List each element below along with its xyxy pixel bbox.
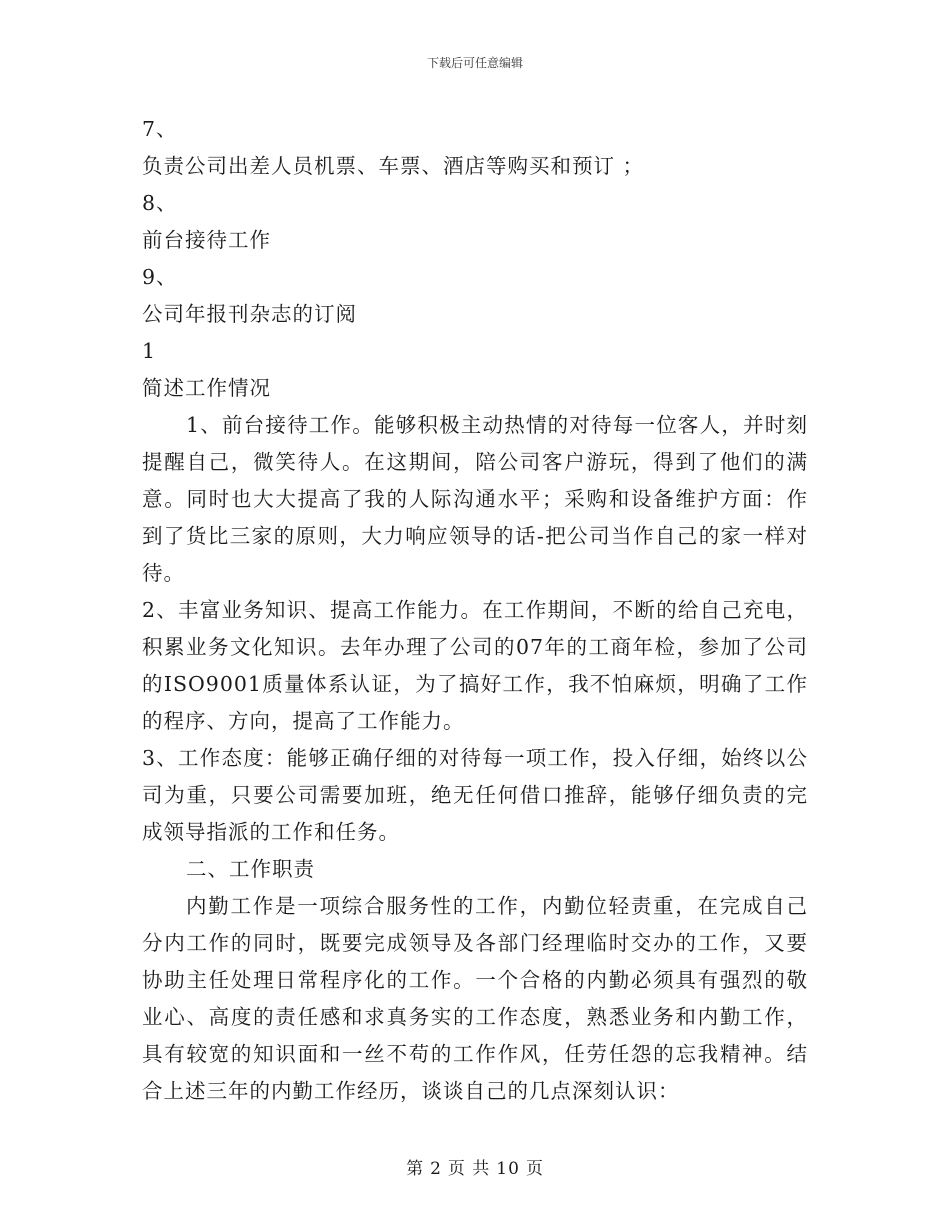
list-number-8: 8、 bbox=[142, 191, 178, 215]
page-header: 下载后可任意编辑 bbox=[426, 56, 523, 70]
section-heading: 简述工作情况 bbox=[142, 376, 271, 400]
footer-total-pages: 10 bbox=[496, 1159, 520, 1179]
footer-suffix: 页 bbox=[525, 1159, 544, 1179]
page-footer bbox=[0, 1154, 950, 1179]
paragraph-reception: 1、前台接待工作。能够积极主动热情的对待每一位客人，并时刻提醒自己，微笑待人。在这期间，陪公司客户游玩，得到了他们的满意。同时也大大提高了我的人际沟通水平；采购和设备维护方面：作到了货比三家的原则，大力响应领导的话-把公司当作自己的家一样对待。 bbox=[142, 413, 808, 585]
list-item-8-text: 前台接待工作 bbox=[142, 228, 271, 252]
subsection-heading: 二、工作职责 bbox=[186, 857, 315, 881]
list-number-7: 7、 bbox=[142, 117, 178, 141]
list-number-9: 9、 bbox=[142, 265, 178, 289]
list-item-7-text: 负责公司出差人员机票、车票、酒店等购买和预订 ； bbox=[142, 154, 645, 178]
paragraph-duties: 内勤工作是一项综合服务性的工作，内勤位轻责重，在完成自己分内工作的同时，既要完成领导及各部门经理临时交办的工作，又要协助主任处理日常程序化的工作。一个合格的内勤必须具有强烈的敬业心、高度的责任感和求真务实的工作态度，熟悉业务和内勤工作，具有较宽的知识面和一丝不苟的工作作风，任劳任怨的忘我精神。结合上述三年的内勤工作经历，谈谈自己的几点深刻认识： bbox=[142, 894, 808, 1103]
section-number-1: 1 bbox=[142, 339, 157, 363]
paragraph-attitude: 3、工作态度：能够正确仔细的对待每一项工作，投入仔细，始终以公司为重，只要公司需要加班，绝无任何借口推辞，能够仔细负责的完成领导指派的工作和任务。 bbox=[142, 746, 808, 844]
footer-middle: 页 共 bbox=[447, 1159, 491, 1179]
list-item-9-text: 公司年报刊杂志的订阅 bbox=[142, 302, 357, 326]
document-body bbox=[142, 111, 808, 1110]
paragraph-knowledge: 2、丰富业务知识、提高工作能力。在工作期间，不断的给自己充电，积累业务文化知识。去年办理了公司的07年的工商年检，参加了公司的ISO9001质量体系认证，为了搞好工作，我不怕麻烦，明确了工作的程序、方向，提高了工作能力。 bbox=[142, 598, 808, 733]
footer-prefix: 第 bbox=[406, 1159, 425, 1179]
footer-page-number: 2 bbox=[430, 1159, 442, 1179]
